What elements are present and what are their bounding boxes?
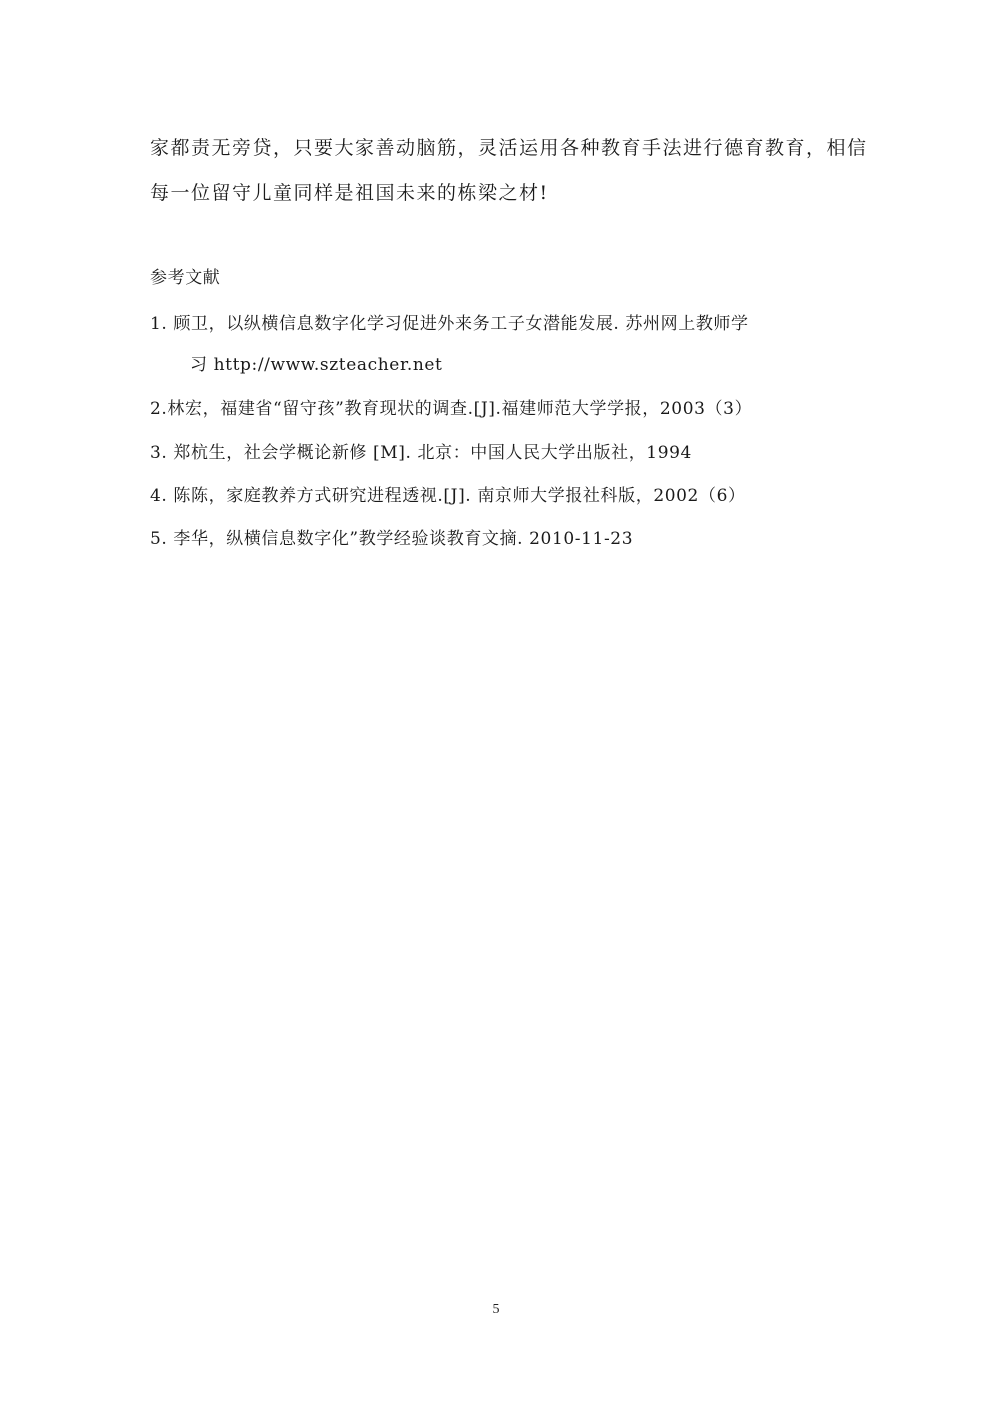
reference-item-1-continuation: 习 http://www.szteacher.net <box>190 355 443 375</box>
page-number: 5 <box>492 1302 500 1317</box>
body-paragraph-line-1: 家都责无旁贷，只要大家善动脑筋，灵活运用各种教育手法进行德育教育，相信 <box>150 137 868 159</box>
reference-item-1: 1. 顾卫，以纵横信息数字化学习促进外来务工子女潜能发展. 苏州网上教师学 <box>150 314 749 334</box>
reference-item-5: 5. 李华，纵横信息数字化”教学经验谈教育文摘. 2010-11-23 <box>150 529 634 549</box>
reference-item-2: 2.林宏，福建省“留守孩”教育现状的调查.[J].福建师范大学学报，2003（3） <box>150 399 753 419</box>
reference-item-3: 3. 郑杭生，社会学概论新修 [M]. 北京：中国人民大学出版社，1994 <box>150 443 692 463</box>
body-paragraph-line-2: 每一位留守儿童同样是祖国未来的栋梁之材! <box>150 182 549 204</box>
references-heading: 参考文献 <box>150 268 221 288</box>
reference-item-4: 4. 陈陈，家庭教养方式研究进程透视.[J]. 南京师大学报社科版，2002（6） <box>150 486 746 506</box>
